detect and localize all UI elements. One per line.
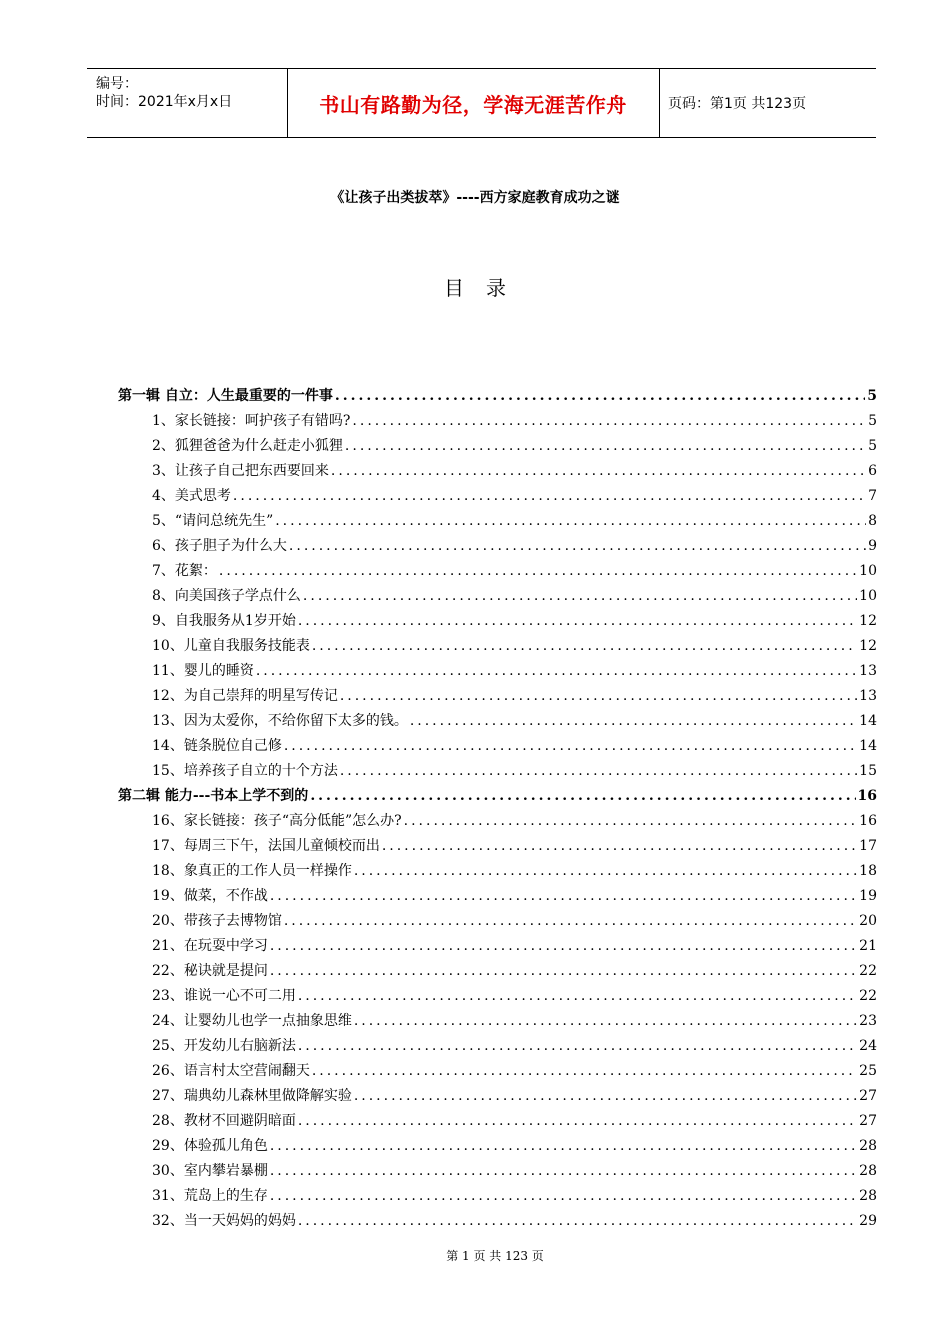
toc-leader-dots: [270, 884, 857, 909]
toc-entry-page: 28: [859, 1163, 877, 1179]
toc-leader-dots: [270, 1159, 857, 1184]
toc-leader-dots: [275, 509, 866, 534]
toc-item-entry[interactable]: [118, 409, 877, 434]
toc-entry-title: 16、家长链接：孩子“高分低能”怎么办?: [152, 813, 402, 829]
toc-item-entry[interactable]: [118, 484, 877, 509]
toc-entry-page: 6: [868, 463, 877, 479]
toc-entry-title: 13、因为太爱你，不给你留下太多的钱。: [152, 713, 408, 729]
toc-entry-title: 28、教材不回避阴暗面: [152, 1113, 296, 1129]
toc-leader-dots: [298, 609, 857, 634]
toc-entry-page: 20: [859, 913, 877, 929]
toc-entry-title: 32、当一天妈妈的妈妈: [152, 1213, 296, 1229]
toc-entry-title: 31、荒岛上的生存: [152, 1188, 268, 1204]
header-motto-cell: [287, 69, 660, 137]
toc-entry-title: 9、自我服务从1岁开始: [152, 613, 296, 629]
header-page-cell: [659, 69, 876, 137]
toc-entry-title: 14、链条脱位自己修: [152, 738, 282, 754]
toc-leader-dots: [382, 834, 857, 859]
toc-entry-page: 16: [857, 788, 877, 804]
toc-item-entry[interactable]: [118, 959, 877, 984]
toc-entry-page: 16: [859, 813, 877, 829]
toc-leader-dots: [352, 409, 866, 434]
toc-leader-dots: [219, 559, 857, 584]
toc-chapter-entry[interactable]: [118, 384, 877, 409]
toc-entry-page: 13: [859, 663, 877, 679]
toc-entry-title: 25、开发幼儿右脑新法: [152, 1038, 296, 1054]
toc-leader-dots: [354, 859, 857, 884]
toc-entry-title: 第二辑 能力---书本上学不到的: [118, 788, 309, 804]
toc-entry-title: 19、做菜，不作战: [152, 888, 268, 904]
toc-entry-page: 19: [859, 888, 877, 904]
toc-item-entry[interactable]: [118, 634, 877, 659]
toc-item-entry[interactable]: [118, 1184, 877, 1209]
toc-entry-page: 8: [868, 513, 877, 529]
toc-leader-dots: [404, 809, 858, 834]
toc-entry-title: 29、体验孤儿角色: [152, 1138, 268, 1154]
toc-entry-title: 22、秘诀就是提问: [152, 963, 268, 979]
toc-entry-title: 23、谁说一心不可二用: [152, 988, 296, 1004]
toc-entry-title: 15、培养孩子自立的十个方法: [152, 763, 338, 779]
toc-item-entry[interactable]: [118, 609, 877, 634]
toc-leader-dots: [335, 384, 865, 409]
toc-leader-dots: [270, 1184, 857, 1209]
toc-entry-page: 5: [868, 438, 877, 454]
toc-entry-page: 5: [867, 388, 877, 404]
toc-item-entry[interactable]: [118, 1034, 877, 1059]
toc-entry-title: 7、花絮：: [152, 563, 217, 579]
toc-entry-title: 20、带孩子去博物馆: [152, 913, 282, 929]
toc-leader-dots: [284, 734, 857, 759]
toc-leader-dots: [289, 534, 866, 559]
toc-item-entry[interactable]: [118, 534, 877, 559]
toc-entry-page: 22: [859, 963, 877, 979]
toc-leader-dots: [298, 1209, 857, 1234]
table-of-contents: [118, 384, 877, 1234]
toc-entry-title: 2、狐狸爸爸为什么赶走小狐狸: [152, 438, 343, 454]
toc-leader-dots: [312, 634, 857, 659]
toc-leader-dots: [354, 1009, 857, 1034]
toc-item-entry[interactable]: [118, 859, 877, 884]
toc-leader-dots: [340, 759, 857, 784]
toc-entry-title: 6、孩子胆子为什么大: [152, 538, 287, 554]
toc-entry-title: 8、向美国孩子学点什么: [152, 588, 301, 604]
toc-entry-page: 22: [859, 988, 877, 1004]
toc-leader-dots: [303, 584, 857, 609]
toc-entry-page: 28: [859, 1188, 877, 1204]
toc-item-entry[interactable]: [118, 934, 877, 959]
toc-item-entry[interactable]: [118, 1084, 877, 1109]
toc-entry-page: 24: [859, 1038, 877, 1054]
toc-entry-title: 5、“请问总统先生”: [152, 513, 274, 529]
toc-chapter-entry[interactable]: [118, 784, 877, 809]
toc-item-entry[interactable]: [118, 1109, 877, 1134]
toc-item-entry[interactable]: [118, 909, 877, 934]
toc-entry-title: 30、室内攀岩暴棚: [152, 1163, 268, 1179]
toc-entry-title: 11、婴儿的睡资: [152, 663, 254, 679]
toc-item-entry[interactable]: [118, 734, 877, 759]
toc-entry-page: 13: [859, 688, 877, 704]
toc-entry-page: 18: [859, 863, 877, 879]
toc-item-entry[interactable]: [118, 884, 877, 909]
toc-entry-page: 12: [859, 613, 877, 629]
toc-entry-title: 4、美式思考: [152, 488, 231, 504]
toc-entry-page: 12: [859, 638, 877, 654]
toc-item-entry[interactable]: [118, 684, 877, 709]
toc-leader-dots: [298, 1109, 857, 1134]
toc-entry-title: 10、儿童自我服务技能表: [152, 638, 310, 654]
toc-entry-title: 18、象真正的工作人员一样操作: [152, 863, 352, 879]
toc-item-entry[interactable]: [118, 1059, 877, 1084]
toc-item-entry[interactable]: [118, 584, 877, 609]
toc-entry-title: 24、让婴幼儿也学一点抽象思维: [152, 1013, 352, 1029]
header-page-info: 页码：第1页 共123页: [668, 96, 807, 112]
toc-item-entry[interactable]: [118, 1159, 877, 1184]
toc-entry-title: 21、在玩耍中学习: [152, 938, 268, 954]
toc-leader-dots: [354, 1084, 857, 1109]
toc-item-entry[interactable]: [118, 659, 877, 684]
header-motto: 书山有路勤为径，学海无涯苦作舟: [319, 92, 627, 117]
toc-item-entry[interactable]: [118, 1209, 877, 1234]
toc-entry-page: 27: [859, 1088, 877, 1104]
toc-leader-dots: [312, 1059, 857, 1084]
toc-item-entry[interactable]: [118, 809, 877, 834]
toc-entry-title: 26、语言村太空营闹翻天: [152, 1063, 310, 1079]
toc-entry-page: 10: [859, 563, 877, 579]
toc-entry-title: 17、每周三下午，法国儿童倾校而出: [152, 838, 380, 854]
toc-leader-dots: [298, 984, 857, 1009]
toc-entry-page: 14: [859, 713, 877, 729]
toc-item-entry[interactable]: [118, 509, 877, 534]
toc-leader-dots: [284, 909, 857, 934]
toc-entry-page: 28: [859, 1138, 877, 1154]
toc-entry-page: 15: [859, 763, 877, 779]
toc-leader-dots: [298, 1034, 857, 1059]
header-number-label: 编号：: [96, 76, 138, 92]
toc-leader-dots: [270, 959, 857, 984]
page-header: [87, 68, 876, 138]
toc-leader-dots: [310, 784, 855, 809]
toc-leader-dots: [233, 484, 866, 509]
toc-entry-page: 9: [868, 538, 877, 554]
toc-entry-page: 21: [859, 938, 877, 954]
page-footer: 第 1 页 共 123 页: [446, 1249, 544, 1263]
toc-item-entry[interactable]: [118, 759, 877, 784]
header-meta: [87, 69, 288, 137]
toc-entry-page: 10: [859, 588, 877, 604]
toc-leader-dots: [340, 684, 857, 709]
toc-entry-page: 23: [859, 1013, 877, 1029]
toc-entry-title: 1、家长链接：呵护孩子有错吗?: [152, 413, 351, 429]
toc-item-entry[interactable]: [118, 984, 877, 1009]
toc-entry-page: 5: [868, 413, 877, 429]
toc-heading: 目录: [444, 276, 528, 300]
toc-entry-title: 27、瑞典幼儿森林里做降解实验: [152, 1088, 352, 1104]
document-title: 《让孩子出类拔萃》----西方家庭教育成功之谜: [330, 190, 620, 206]
toc-leader-dots: [270, 1134, 857, 1159]
toc-leader-dots: [345, 434, 866, 459]
toc-leader-dots: [410, 709, 857, 734]
toc-entry-title: 12、为自己崇拜的明星写传记: [152, 688, 338, 704]
header-time-label: 时间：2021年x月x日: [96, 94, 233, 110]
toc-item-entry[interactable]: [118, 559, 877, 584]
toc-entry-page: 27: [859, 1113, 877, 1129]
toc-leader-dots: [256, 659, 857, 684]
toc-entry-title: 3、让孩子自己把东西要回来: [152, 463, 329, 479]
toc-leader-dots: [270, 934, 857, 959]
toc-item-entry[interactable]: [118, 459, 877, 484]
toc-entry-page: 17: [859, 838, 877, 854]
toc-item-entry[interactable]: [118, 434, 877, 459]
toc-entry-page: 25: [859, 1063, 877, 1079]
toc-entry-page: 7: [868, 488, 877, 504]
toc-entry-page: 29: [859, 1213, 877, 1229]
toc-item-entry[interactable]: [118, 709, 877, 734]
toc-entry-page: 14: [859, 738, 877, 754]
toc-leader-dots: [331, 459, 866, 484]
toc-entry-title: 第一辑 自立：人生最重要的一件事: [118, 388, 333, 404]
toc-item-entry[interactable]: [118, 1009, 877, 1034]
toc-item-entry[interactable]: [118, 1134, 877, 1159]
toc-item-entry[interactable]: [118, 834, 877, 859]
